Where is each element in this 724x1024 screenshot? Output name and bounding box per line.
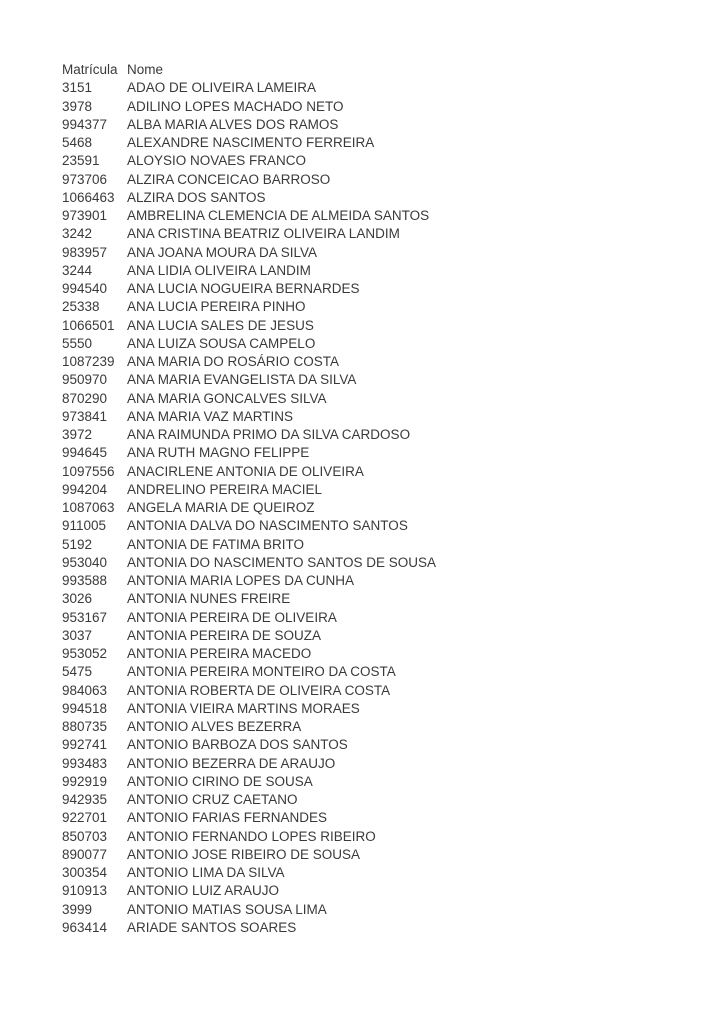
table-row	[62, 152, 704, 170]
matricula-cell: 994377	[62, 116, 108, 132]
nome-cell: ANTONIO CRUZ CAETANO	[127, 792, 298, 807]
matricula-cell: 3999	[62, 901, 93, 917]
matricula-cell: 300354	[62, 865, 108, 880]
nome-cell: ANA LUCIA NOGUEIRA BERNARDES	[127, 281, 360, 296]
nome-cell: ANA MARIA DO ROSÁRIO COSTA	[127, 354, 340, 369]
matricula-cell: 984063	[62, 682, 108, 698]
matricula-cell: 994645	[62, 445, 108, 461]
table-row	[62, 864, 704, 882]
nome-cell: ALEXANDRE NASCIMENTO FERREIRA	[127, 135, 375, 150]
matricula-cell: 973901	[62, 208, 108, 223]
table-row	[62, 755, 704, 773]
nome-cell: ANTONIA VIEIRA MARTINS MORAES	[127, 700, 360, 716]
table-row	[62, 682, 704, 700]
matricula-cell: 3151	[62, 80, 93, 96]
table-row	[62, 79, 704, 97]
matricula-cell: 1087239	[62, 354, 115, 369]
table-row	[62, 627, 704, 645]
nome-cell: AMBRELINA CLEMENCIA DE ALMEIDA SANTOS	[127, 208, 430, 223]
nome-cell: ANTONIA PEREIRA DE OLIVEIRA	[127, 609, 337, 625]
nome-cell: ANTONIA ROBERTA DE OLIVEIRA COSTA	[127, 682, 391, 698]
matricula-cell: 880735	[62, 719, 108, 734]
table-row	[62, 225, 704, 243]
matricula-cell: 1097556	[62, 463, 115, 479]
matricula-cell: 973841	[62, 408, 108, 424]
matricula-cell: 994518	[62, 700, 108, 716]
matricula-cell: 953167	[62, 609, 108, 625]
table-row	[62, 554, 704, 572]
matricula-cell: 23591	[62, 153, 100, 169]
nome-cell: ALZIRA DOS SANTOS	[127, 189, 266, 205]
nome-cell: ADAO DE OLIVEIRA LAMEIRA	[127, 80, 317, 96]
nome-cell: ANTONIO FARIAS FERNANDES	[127, 810, 328, 826]
table-row	[62, 116, 704, 134]
nome-cell: ALBA MARIA ALVES DOS RAMOS	[127, 116, 339, 132]
nome-cell: ANA MARIA VAZ MARTINS	[127, 408, 294, 424]
matricula-cell: 25338	[62, 299, 100, 315]
nome-cell: ANA JOANA MOURA DA SILVA	[127, 244, 318, 260]
table-row	[62, 463, 704, 481]
table-row	[62, 280, 704, 298]
matricula-cell: 5550	[62, 335, 93, 351]
nome-cell: ALOYSIO NOVAES FRANCO	[127, 153, 307, 169]
table-row	[62, 171, 704, 189]
table-row	[62, 244, 704, 262]
matricula-cell: 5468	[62, 135, 93, 150]
table-row	[62, 426, 704, 444]
nome-cell: ANTONIA PEREIRA MACEDO	[127, 646, 312, 661]
table-row	[62, 134, 704, 152]
nome-cell: ANA MARIA EVANGELISTA DA SILVA	[127, 372, 357, 388]
nome-cell: ANTONIA DALVA DO NASCIMENTO SANTOS	[127, 518, 408, 534]
table-row	[62, 371, 704, 389]
table-row	[62, 791, 704, 809]
table-row	[62, 98, 704, 116]
matricula-cell: 3026	[62, 591, 93, 607]
matricula-cell: 994540	[62, 281, 108, 296]
nome-cell: ANA LIDIA OLIVEIRA LANDIM	[127, 262, 311, 278]
table-row	[62, 773, 704, 791]
matricula-cell: 942935	[62, 792, 108, 807]
matricula-cell: 910913	[62, 883, 108, 899]
table-row	[62, 262, 704, 280]
nome-cell: ANTONIO BARBOZA DOS SANTOS	[127, 737, 348, 753]
nome-cell: ARIADE SANTOS SOARES	[127, 919, 297, 935]
nome-cell: ANTONIO FERNANDO LOPES RIBEIRO	[127, 828, 376, 844]
nome-cell: ANDRELINO PEREIRA MACIEL	[127, 481, 323, 497]
matricula-cell: 3972	[62, 427, 93, 442]
matricula-cell: 983957	[62, 244, 108, 260]
table-row	[62, 645, 704, 663]
nome-cell: ANTONIA PEREIRA DE SOUZA	[127, 627, 322, 643]
table-row	[62, 517, 704, 535]
matricula-cell: 870290	[62, 390, 108, 406]
matricula-cell: 953040	[62, 554, 108, 570]
table-row	[62, 390, 704, 408]
table-row	[62, 536, 704, 554]
table-row	[62, 189, 704, 207]
matricula-cell: 993483	[62, 755, 108, 771]
table-body	[62, 79, 704, 937]
table-row	[62, 317, 704, 335]
matricula-cell: 992741	[62, 737, 108, 753]
table-row	[62, 736, 704, 754]
matricula-cell: 3978	[62, 98, 93, 114]
nome-cell: ANA CRISTINA BEATRIZ OLIVEIRA LANDIM	[127, 226, 400, 242]
matricula-cell: 3037	[62, 627, 93, 643]
nome-cell: ANTONIA MARIA LOPES DA CUNHA	[127, 573, 355, 588]
table-row	[62, 919, 704, 937]
table-row	[62, 444, 704, 462]
matricula-cell: 890077	[62, 846, 108, 862]
nome-cell: ANTONIA PEREIRA MONTEIRO DA COSTA	[127, 664, 396, 680]
matricula-cell: 3244	[62, 262, 93, 278]
table-row	[62, 846, 704, 864]
nome-cell: ADILINO LOPES MACHADO NETO	[127, 98, 344, 114]
nome-cell: ANTONIO LIMA DA SILVA	[127, 865, 285, 880]
table-header-row	[62, 61, 704, 79]
nome-cell: ANACIRLENE ANTONIA DE OLIVEIRA	[127, 463, 364, 479]
nome-cell: ANTONIO CIRINO DE SOUSA	[127, 773, 313, 789]
matricula-cell: 922701	[62, 810, 108, 826]
table-row	[62, 207, 704, 225]
nome-cell: ANTONIA DO NASCIMENTO SANTOS DE SOUSA	[127, 554, 437, 570]
matricula-cell: 1066501	[62, 317, 115, 333]
nome-cell: ANTONIA DE FATIMA BRITO	[127, 536, 305, 552]
matricula-cell: 850703	[62, 828, 108, 844]
nome-cell: ANA LUCIA SALES DE JESUS	[127, 317, 314, 333]
table-row	[62, 298, 704, 316]
matricula-cell: 1066463	[62, 189, 115, 205]
nome-cell: ANA LUCIA PEREIRA PINHO	[127, 299, 306, 315]
nome-cell: ANA RAIMUNDA PRIMO DA SILVA CARDOSO	[127, 427, 411, 442]
matricula-column-header: Matrícula	[62, 62, 118, 77]
table-row	[62, 609, 704, 627]
table-row	[62, 590, 704, 608]
nome-cell: ANTONIO ALVES BEZERRA	[127, 719, 302, 734]
matricula-cell: 1087063	[62, 500, 115, 515]
table-row	[62, 718, 704, 736]
matricula-cell: 5475	[62, 664, 93, 680]
table-row	[62, 499, 704, 517]
nome-cell: ALZIRA CONCEICAO BARROSO	[127, 171, 331, 187]
nome-cell: ANGELA MARIA DE QUEIROZ	[127, 500, 315, 515]
matricula-cell: 992919	[62, 773, 108, 789]
nome-cell: ANTONIA NUNES FREIRE	[127, 591, 291, 607]
matricula-cell: 973706	[62, 171, 108, 187]
table-row	[62, 882, 704, 900]
nome-cell: ANA MARIA GONCALVES SILVA	[127, 390, 327, 406]
matricula-cell: 5192	[62, 536, 93, 552]
matricula-cell: 994204	[62, 481, 108, 497]
table-row	[62, 663, 704, 681]
nome-cell: ANA LUIZA SOUSA CAMPELO	[127, 335, 316, 351]
table-row	[62, 809, 704, 827]
matricula-cell: 953052	[62, 646, 108, 661]
table-row	[62, 828, 704, 846]
table-row	[62, 572, 704, 590]
matricula-cell: 993588	[62, 573, 108, 588]
matricula-cell: 911005	[62, 518, 107, 534]
table-row	[62, 408, 704, 426]
matricula-cell: 963414	[62, 919, 108, 935]
nome-cell: ANTONIO MATIAS SOUSA LIMA	[127, 901, 327, 917]
nome-cell: ANTONIO BEZERRA DE ARAUJO	[127, 755, 336, 771]
matricula-cell: 3242	[62, 226, 93, 242]
table-row	[62, 901, 704, 919]
nome-cell: ANTONIO LUIZ ARAUJO	[127, 883, 280, 899]
nome-column-header: Nome	[127, 62, 164, 77]
table-row	[62, 700, 704, 718]
nome-cell: ANTONIO JOSE RIBEIRO DE SOUSA	[127, 846, 361, 862]
table-row	[62, 335, 704, 353]
matricula-cell: 950970	[62, 372, 108, 388]
nome-cell: ANA RUTH MAGNO FELIPPE	[127, 445, 310, 461]
table-row	[62, 481, 704, 499]
roster-table	[62, 61, 704, 937]
table-row	[62, 353, 704, 371]
